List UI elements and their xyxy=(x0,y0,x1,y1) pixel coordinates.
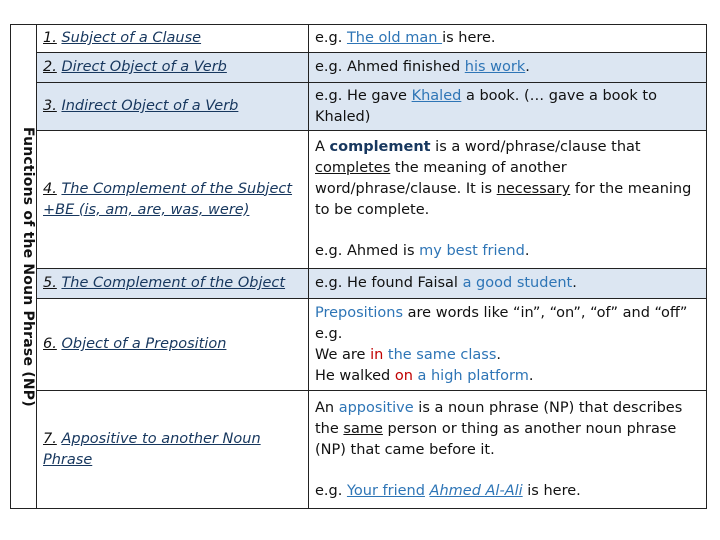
preposition-in: in xyxy=(370,346,384,363)
function-cell xyxy=(37,269,309,299)
example-highlight: a good student xyxy=(462,275,573,291)
table-row xyxy=(11,269,707,299)
function-cell xyxy=(37,299,309,391)
keyword-completes: completes xyxy=(315,160,391,176)
function-number: 5. xyxy=(43,275,57,291)
table-row xyxy=(11,53,707,83)
example-suffix: . xyxy=(524,243,530,259)
example-prefix: e.g. xyxy=(315,482,347,499)
function-label: Indirect Object of a Verb xyxy=(61,98,239,114)
definition-cell xyxy=(309,299,707,391)
example-cell xyxy=(309,25,707,53)
example-line xyxy=(315,241,700,262)
function-cell xyxy=(37,53,309,83)
function-number: 7. xyxy=(43,430,57,447)
example-text: . xyxy=(528,367,534,384)
function-label: Subject of a Clause xyxy=(61,30,202,46)
example-cell xyxy=(309,269,707,299)
example-prefix: e.g. xyxy=(315,30,343,46)
keyword-necessary: necessary xyxy=(496,181,571,197)
example-prefix: e.g. Ahmed is xyxy=(315,243,420,259)
table-row xyxy=(11,299,707,391)
table-row xyxy=(11,391,707,509)
function-label: The Complement of the Subject xyxy=(61,180,293,197)
example-suffix: is here. xyxy=(522,482,581,499)
example-line xyxy=(315,347,501,363)
example-line xyxy=(315,481,700,502)
definition-text: are words like “in”, “on”, “of” and “off” e.g. xyxy=(315,304,688,342)
example-text: He walked xyxy=(315,367,395,384)
function-cell xyxy=(37,391,309,509)
function-number: 1. xyxy=(43,30,57,46)
example-highlight: my best friend xyxy=(419,243,525,259)
function-cell xyxy=(37,25,309,53)
table-row xyxy=(11,83,707,131)
table-row xyxy=(11,25,707,53)
example-appositive: Ahmed Al-Ali xyxy=(429,482,523,499)
definition-text: is a noun phrase (NP) that describes the xyxy=(315,399,683,437)
example-cell xyxy=(309,83,707,131)
preposition-on: on xyxy=(394,367,413,384)
example-highlight: his work xyxy=(464,59,526,75)
example-highlight: The old man xyxy=(346,30,443,46)
example-prefix: e.g. Ahmed finished xyxy=(315,59,465,75)
definition-text: the meaning of another word/phrase/clause. It is xyxy=(315,160,567,197)
side-label-cell xyxy=(11,25,37,509)
example-suffix: a book. (… gave a book to Khaled) xyxy=(315,87,657,125)
definition-cell xyxy=(309,131,707,269)
table-row xyxy=(11,131,707,269)
example-suffix: . xyxy=(572,275,577,291)
prepositional-object: the same class xyxy=(383,346,497,363)
term-appositive: appositive xyxy=(338,399,414,416)
definition-text: An xyxy=(315,399,339,416)
function-label: Appositive to another Noun Phrase xyxy=(43,430,261,468)
function-number: 2. xyxy=(43,59,57,75)
definition-text: for the meaning to be complete. xyxy=(315,181,692,218)
example-highlight: Khaled xyxy=(411,87,462,104)
example-highlight: Your friend xyxy=(346,482,425,499)
example-line xyxy=(315,368,533,384)
definition-cell xyxy=(309,391,707,509)
noun-phrase-table xyxy=(10,24,707,509)
example-prefix: e.g. He found Faisal xyxy=(315,275,463,291)
example-cell xyxy=(309,53,707,83)
example-suffix: . xyxy=(525,59,530,75)
example-text: We are xyxy=(315,346,371,363)
side-label: Functions of the Noun Phrase (NP) xyxy=(20,126,36,407)
example-suffix: is here. xyxy=(442,30,496,46)
function-number: 4. xyxy=(43,180,57,197)
keyword-same: same xyxy=(343,420,383,437)
term-prepositions: Prepositions xyxy=(315,304,404,321)
definition-text: person or thing as another noun phrase (NP) that came before it. xyxy=(315,420,677,458)
example-prefix: e.g. He gave xyxy=(315,87,412,104)
function-cell xyxy=(37,131,309,269)
prepositional-object: a high platform xyxy=(412,367,529,384)
function-label-be: +BE (is, am, are, was, were) xyxy=(43,201,250,218)
function-number: 3. xyxy=(43,98,57,114)
function-number: 6. xyxy=(43,336,57,352)
function-label: The Complement of the Object xyxy=(61,275,286,291)
function-label: Object of a Preposition xyxy=(61,336,227,352)
term-complement: complement xyxy=(329,139,431,155)
function-cell xyxy=(37,83,309,131)
example-text: . xyxy=(496,346,502,363)
definition-text: is a word/phrase/clause that xyxy=(430,139,641,155)
definition-text: A xyxy=(315,139,330,155)
function-label: Direct Object of a Verb xyxy=(61,59,227,75)
